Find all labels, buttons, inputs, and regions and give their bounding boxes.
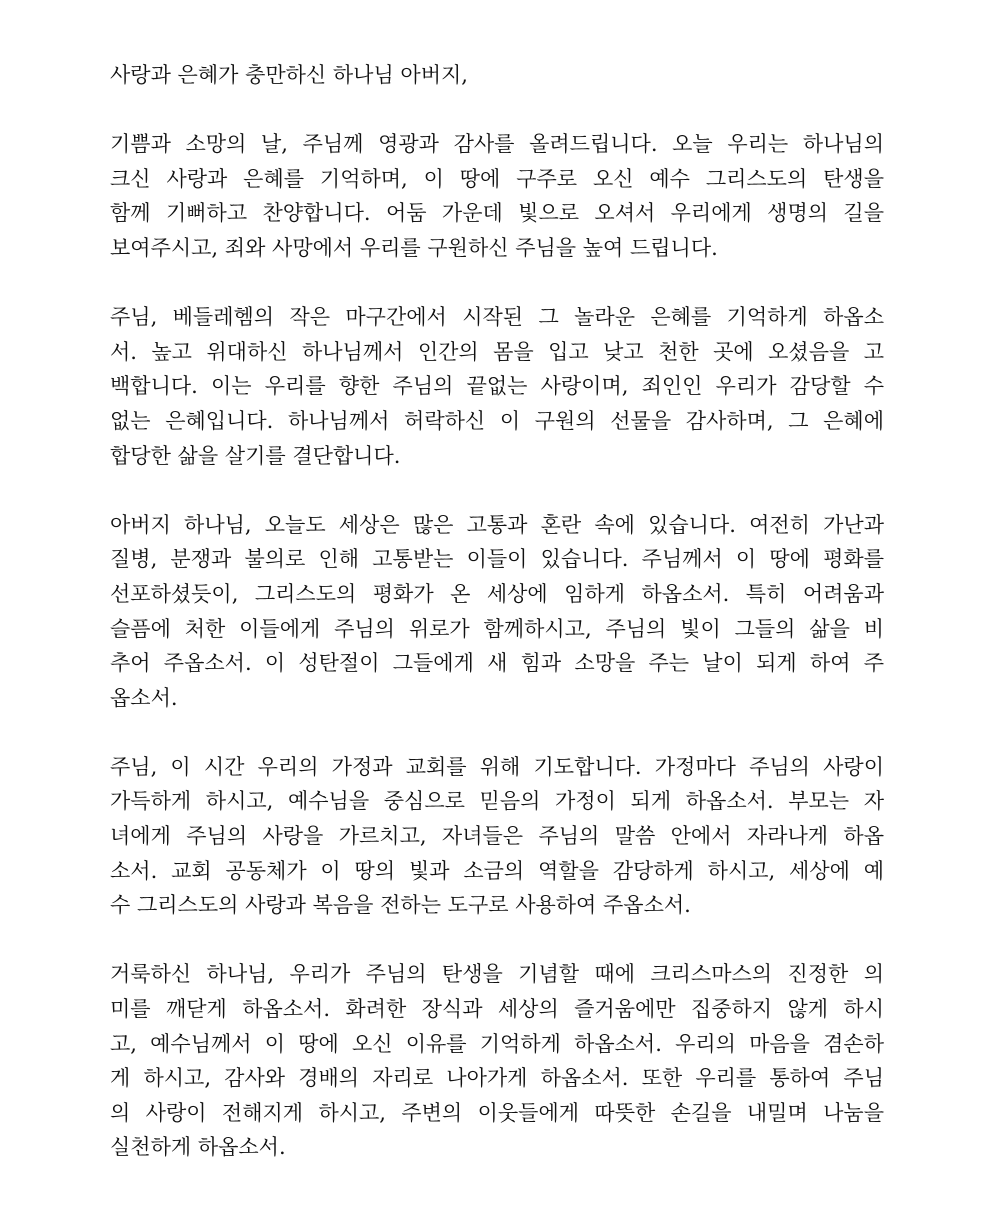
paragraph-3 [110, 508, 884, 716]
paragraph-gap [110, 266, 884, 301]
paragraph-line: 녀에게 주님의 사랑을 가르치고, 자녀들은 주님의 말씀 안에서 자라나게 하옵 [110, 824, 884, 849]
paragraph-line: 미를 깨닫게 하옵소서. 화려한 장식과 세상의 즐거움에만 집중하지 않게 하시 [110, 997, 884, 1022]
paragraph-line: 옵소서. [110, 685, 178, 710]
paragraph-gap [110, 93, 884, 128]
greeting-paragraph [110, 58, 884, 93]
paragraph-line: 실천하게 하옵소서. [110, 1135, 286, 1160]
prayer-document [110, 58, 884, 1165]
paragraph-5 [110, 957, 884, 1165]
paragraph-4 [110, 750, 884, 923]
paragraph-gap [110, 715, 884, 750]
paragraph-line: 주님, 베들레헴의 작은 마구간에서 시작된 그 놀라운 은혜를 기억하게 하옵소 [110, 305, 884, 330]
paragraph-line: 거룩하신 하나님, 우리가 주님의 탄생을 기념할 때에 크리스마스의 진정한 의 [110, 962, 884, 987]
paragraph-line: 크신 사랑과 은혜를 기억하며, 이 땅에 구주로 오신 예수 그리스도의 탄생을 [110, 166, 884, 191]
paragraph-line: 선포하셨듯이, 그리스도의 평화가 온 세상에 임하게 하옵소서. 특히 어려움과 [110, 581, 884, 606]
paragraph-line: 아버지 하나님, 오늘도 세상은 많은 고통과 혼란 속에 있습니다. 여전히 가난과 [110, 512, 884, 537]
paragraph-line: 추어 주옵소서. 이 성탄절이 그들에게 새 힘과 소망을 주는 날이 되게 하여 주 [110, 651, 884, 676]
paragraph-line: 기쁨과 소망의 날, 주님께 영광과 감사를 올려드립니다. 오늘 우리는 하나님의 [110, 132, 884, 157]
paragraph-gap [110, 473, 884, 508]
paragraph-line: 고, 예수님께서 이 땅에 오신 이유를 기억하게 하옵소서. 우리의 마음을 겸손하 [110, 1031, 884, 1056]
paragraph-1 [110, 127, 884, 265]
paragraph-line: 소서. 교회 공동체가 이 땅의 빛과 소금의 역할을 감당하게 하시고, 세상에 예 [110, 858, 884, 883]
paragraph-line: 수 그리스도의 사랑과 복음을 전하는 도구로 사용하여 주옵소서. [110, 893, 691, 918]
paragraph-gap [110, 923, 884, 958]
paragraph-line: 주님, 이 시간 우리의 가정과 교회를 위해 기도합니다. 가정마다 주님의 사랑이 [110, 754, 884, 779]
paragraph-line: 슬픔에 처한 이들에게 주님의 위로가 함께하시고, 주님의 빛이 그들의 삶을 비 [110, 616, 884, 641]
paragraph-line: 질병, 분쟁과 불의로 인해 고통받는 이들이 있습니다. 주님께서 이 땅에 평화를 [110, 547, 884, 572]
paragraph-line: 함께 기뻐하고 찬양합니다. 어둠 가운데 빛으로 오셔서 우리에게 생명의 길을 [110, 201, 884, 226]
paragraph-line: 가득하게 하시고, 예수님을 중심으로 믿음의 가정이 되게 하옵소서. 부모는 자 [110, 789, 884, 814]
paragraph-line: 게 하시고, 감사와 경배의 자리로 나아가게 하옵소서. 또한 우리를 통하여 주님 [110, 1066, 884, 1091]
paragraph-line: 합당한 삶을 살기를 결단합니다. [110, 443, 401, 468]
paragraph-line: 보여주시고, 죄와 사망에서 우리를 구원하신 주님을 높여 드립니다. [110, 235, 718, 260]
paragraph-line: 의 사랑이 전해지게 하시고, 주변의 이웃들에게 따뜻한 손길을 내밀며 나눔을 [110, 1100, 884, 1125]
greeting-line: 사랑과 은혜가 충만하신 하나님 아버지, [110, 63, 468, 87]
paragraph-line: 없는 은혜입니다. 하나님께서 허락하신 이 구원의 선물을 감사하며, 그 은혜에 [110, 408, 884, 433]
paragraph-line: 백합니다. 이는 우리를 향한 주님의 끝없는 사랑이며, 죄인인 우리가 감당할 수 [110, 374, 884, 399]
paragraph-2 [110, 300, 884, 473]
paragraph-line: 서. 높고 위대하신 하나님께서 인간의 몸을 입고 낮고 천한 곳에 오셨음을 고 [110, 339, 884, 364]
